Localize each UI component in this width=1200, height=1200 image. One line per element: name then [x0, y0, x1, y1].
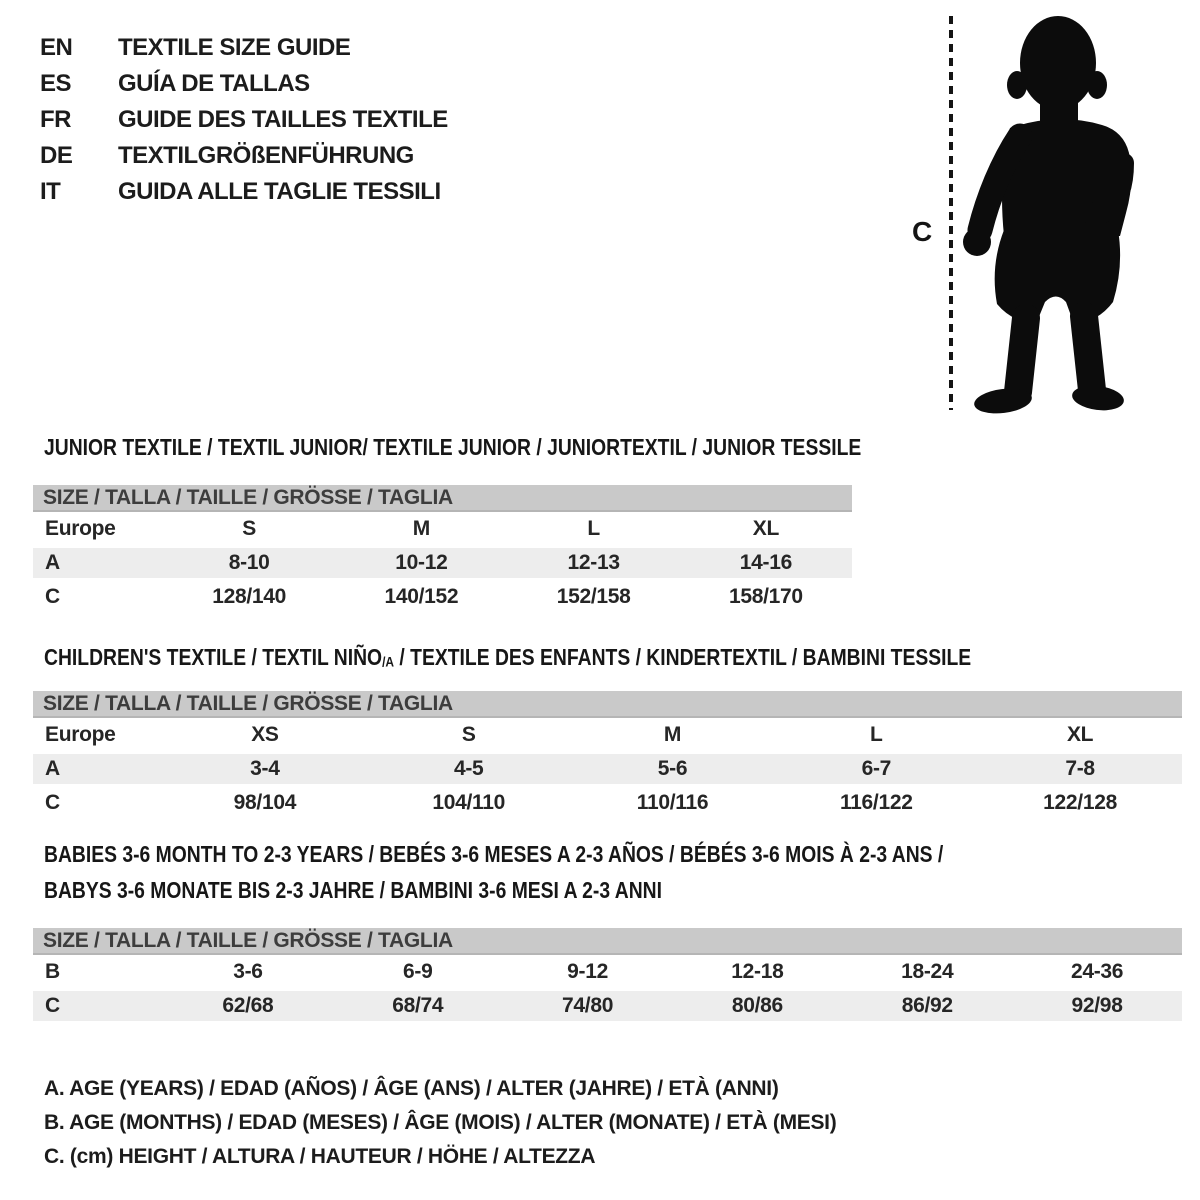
- language-row-de: [40, 138, 448, 174]
- row-label-cell: C: [45, 585, 60, 608]
- children-title-sub: /A: [382, 654, 395, 671]
- size-value-cell: 3-4: [250, 757, 280, 780]
- junior-table-rows: [33, 512, 852, 614]
- children-section-title: [44, 644, 1148, 671]
- size-value-cell: 62/68: [222, 994, 274, 1017]
- language-name: GUIDA ALLE TAGLIE TESSILI: [118, 178, 441, 205]
- size-value-cell: 86/92: [901, 994, 953, 1017]
- babies-title-line2: BABYS 3-6 MONATE BIS 2-3 JAHRE / BAMBINI 3-6 MESI A 2-3 ANNI: [44, 877, 662, 903]
- babies-size-table: [33, 928, 1182, 1023]
- language-code: EN: [40, 34, 73, 61]
- size-value-cell: XL: [1066, 723, 1094, 746]
- size-value-cell: 9-12: [567, 960, 608, 983]
- leg-left: [1018, 318, 1026, 392]
- size-header-band: SIZE / TALLA / TAILLE / GRÖSSE / TAGLIA: [33, 691, 1182, 718]
- size-header-band: SIZE / TALLA / TAILLE / GRÖSSE / TAGLIA: [33, 928, 1182, 955]
- row-label-cell: Europe: [45, 517, 116, 540]
- legend: [44, 1072, 836, 1174]
- size-value-cell: S: [242, 517, 256, 540]
- hand-left: [963, 228, 991, 256]
- language-name: GUÍA DE TALLAS: [118, 70, 310, 97]
- row-label-cell: A: [45, 551, 60, 574]
- size-value-cell: 10-12: [395, 551, 448, 574]
- toddler-silhouette: [946, 8, 1150, 420]
- language-row-it: [40, 174, 448, 210]
- size-value-cell: 24-36: [1070, 960, 1124, 983]
- shorts: [995, 230, 1120, 324]
- junior-size-table: [33, 485, 852, 614]
- size-value-cell: 116/122: [839, 791, 913, 814]
- table-row-age-years: [33, 752, 1182, 786]
- size-value-cell: 14-16: [739, 551, 792, 574]
- size-value-cell: 68/74: [392, 994, 444, 1017]
- size-value-cell: S: [461, 723, 476, 746]
- head: [1020, 16, 1096, 110]
- children-title-post: / TEXTILE DES ENFANTS / KINDERTEXTIL / BAMBINI TESSILE: [394, 644, 972, 670]
- junior-section-title: [44, 434, 1017, 461]
- children-size-table: [33, 691, 1182, 820]
- size-value-cell: M: [663, 723, 682, 746]
- table-row-age-months: [33, 955, 1182, 989]
- size-value-cell: 12-13: [567, 551, 620, 574]
- table-row-europe: [33, 718, 1182, 752]
- size-header-band: SIZE / TALLA / TAILLE / GRÖSSE / TAGLIA: [33, 485, 852, 512]
- size-value-cell: L: [870, 723, 883, 746]
- size-value-cell: M: [412, 517, 430, 540]
- table-row-height-cm: [33, 580, 852, 614]
- language-name: TEXTILGRÖßENFÜHRUNG: [118, 142, 414, 169]
- babies-table-rows: [33, 955, 1182, 1023]
- children-title-text: [44, 644, 971, 671]
- legend-line-a: A. AGE (YEARS) / EDAD (AÑOS) / ÂGE (ANS) / ALTER (JAHRE) / ETÀ (ANNI): [44, 1077, 779, 1100]
- size-value-cell: 6-9: [403, 960, 433, 983]
- children-table-rows: [33, 718, 1182, 820]
- size-value-cell: 140/152: [384, 585, 459, 608]
- row-label-cell: C: [45, 994, 60, 1017]
- size-value-cell: L: [587, 517, 600, 540]
- size-value-cell: 74/80: [562, 994, 614, 1017]
- row-label-cell: A: [45, 757, 60, 780]
- table-row-age-years: [33, 546, 852, 580]
- language-code: FR: [40, 106, 71, 133]
- language-row-es: [40, 66, 448, 102]
- language-code: ES: [40, 70, 72, 97]
- language-list: [40, 30, 448, 210]
- size-value-cell: 6-7: [861, 757, 892, 780]
- size-value-cell: 110/116: [636, 791, 709, 814]
- size-value-cell: 12-18: [731, 960, 784, 983]
- size-value-cell: 5-6: [657, 757, 688, 780]
- size-value-cell: 98/104: [233, 791, 297, 814]
- leg-right: [1084, 316, 1092, 390]
- babies-title-line1: BABIES 3-6 MONTH TO 2-3 YEARS / BEBÉS 3-6 MESES A 2-3 AÑOS / BÉBÉS 3-6 MOIS À 2-3 ANS /: [44, 841, 944, 867]
- size-value-cell: 80/86: [731, 994, 783, 1017]
- row-label-cell: Europe: [45, 723, 116, 746]
- language-row-en: [40, 30, 448, 66]
- language-name: TEXTILE SIZE GUIDE: [118, 34, 351, 61]
- size-value-cell: 92/98: [1071, 994, 1123, 1017]
- size-value-cell: 152/158: [556, 585, 631, 608]
- size-value-cell: 7-8: [1065, 757, 1095, 780]
- size-value-cell: 8-10: [228, 551, 270, 574]
- table-row-height-cm: [33, 989, 1182, 1023]
- children-title-pre: CHILDREN'S TEXTILE / TEXTIL NIÑO: [44, 644, 383, 670]
- table-row-europe: [33, 512, 852, 546]
- language-row-fr: [40, 102, 448, 138]
- language-name: GUIDE DES TAILLES TEXTILE: [118, 106, 448, 133]
- row-label-cell: B: [45, 960, 60, 983]
- size-value-cell: 3-6: [233, 960, 263, 983]
- size-value-cell: 104/110: [432, 791, 506, 814]
- size-value-cell: 158/170: [728, 585, 803, 608]
- height-measure-label: C: [912, 216, 933, 247]
- language-code: DE: [40, 142, 73, 169]
- row-label-cell: C: [45, 791, 60, 814]
- size-value-cell: 18-24: [901, 960, 954, 983]
- legend-line-b: B. AGE (MONTHS) / EDAD (MESES) / ÂGE (MOIS) / ALTER (MONATE) / ETÀ (MESI): [44, 1111, 837, 1134]
- babies-section-title: [44, 836, 1115, 908]
- size-value-cell: 122/128: [1043, 791, 1117, 814]
- table-row-height-cm: [33, 786, 1182, 820]
- size-value-cell: 128/140: [212, 585, 287, 608]
- language-code: IT: [40, 178, 61, 205]
- size-value-cell: 4-5: [453, 757, 484, 780]
- size-value-cell: XL: [752, 517, 779, 540]
- size-value-cell: XS: [251, 723, 279, 746]
- junior-title-text: JUNIOR TEXTILE / TEXTIL JUNIOR/ TEXTILE JUNIOR / JUNIORTEXTIL / JUNIOR TESSILE: [44, 434, 862, 460]
- legend-line-c: C. (cm) HEIGHT / ALTURA / HAUTEUR / HÖHE / ALTEZZA: [44, 1145, 596, 1168]
